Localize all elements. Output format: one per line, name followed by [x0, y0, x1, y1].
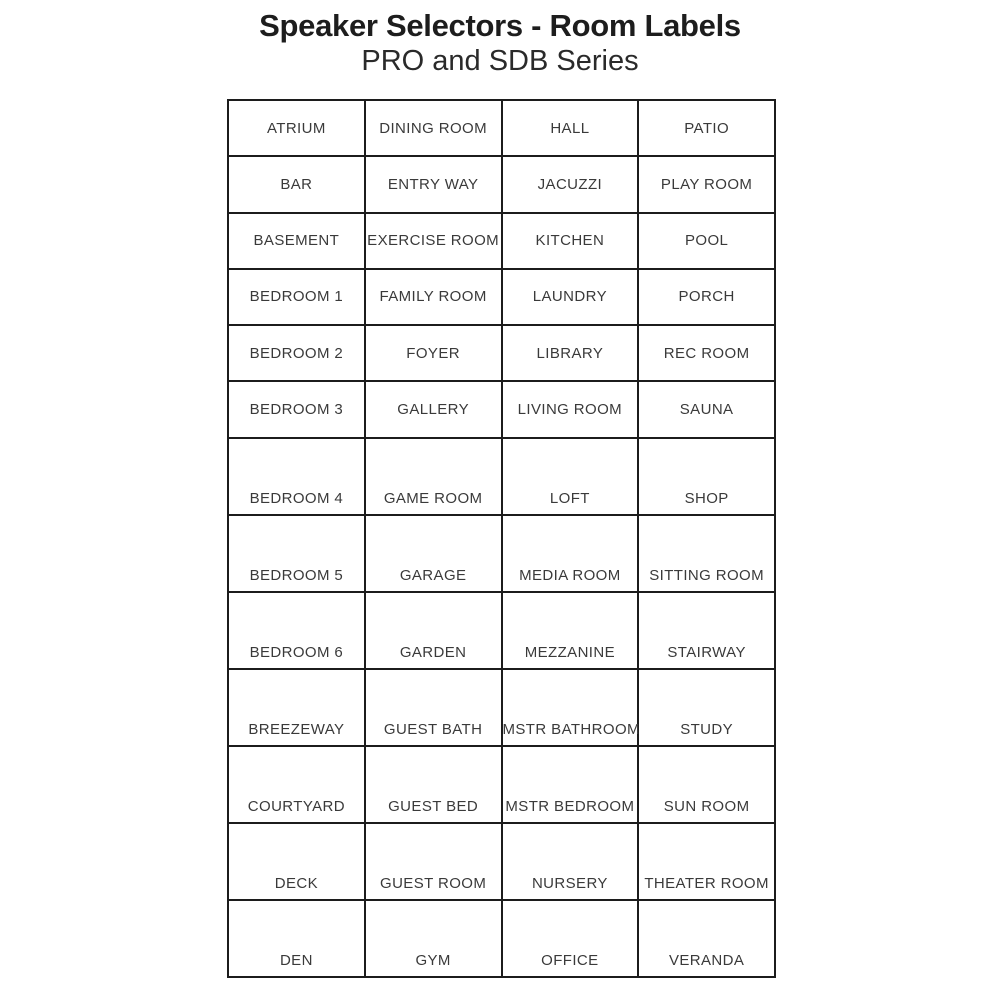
room-label-cell: PORCH — [638, 269, 775, 325]
table-row — [228, 381, 775, 437]
room-label-cell: JACUZZI — [502, 156, 639, 212]
room-label-cell: GUEST BED — [365, 746, 502, 823]
room-label-cell: BEDROOM 6 — [228, 592, 365, 669]
room-label-cell: STAIRWAY — [638, 592, 775, 669]
table-row — [228, 746, 775, 823]
table-row — [228, 100, 775, 156]
table-row — [228, 592, 775, 669]
room-label-cell: GUEST ROOM — [365, 823, 502, 900]
room-label-cell: VERANDA — [638, 900, 775, 977]
table-row — [228, 269, 775, 325]
room-label-cell: MEZZANINE — [502, 592, 639, 669]
table-row — [228, 213, 775, 269]
room-label-cell: REC ROOM — [638, 325, 775, 381]
room-label-cell: LOFT — [502, 438, 639, 515]
room-label-cell: THEATER ROOM — [638, 823, 775, 900]
room-label-cell: MSTR BEDROOM — [502, 746, 639, 823]
room-label-cell: OFFICE — [502, 900, 639, 977]
room-label-cell: GYM — [365, 900, 502, 977]
room-label-cell: LIVING ROOM — [502, 381, 639, 437]
room-label-cell: HALL — [502, 100, 639, 156]
room-label-cell: SAUNA — [638, 381, 775, 437]
room-label-cell: NURSERY — [502, 823, 639, 900]
room-label-cell: ENTRY WAY — [365, 156, 502, 212]
room-label-cell: EXERCISE ROOM — [365, 213, 502, 269]
table-row — [228, 823, 775, 900]
room-label-cell: BEDROOM 1 — [228, 269, 365, 325]
table-row — [228, 156, 775, 212]
room-label-cell: MSTR BATHROOM — [502, 669, 639, 746]
room-label-cell: DEN — [228, 900, 365, 977]
room-label-cell: BEDROOM 5 — [228, 515, 365, 592]
room-label-cell: BEDROOM 4 — [228, 438, 365, 515]
table-row — [228, 325, 775, 381]
room-label-cell: SUN ROOM — [638, 746, 775, 823]
table-row — [228, 515, 775, 592]
room-label-cell: POOL — [638, 213, 775, 269]
room-label-cell: PLAY ROOM — [638, 156, 775, 212]
room-label-cell: DECK — [228, 823, 365, 900]
room-label-cell: KITCHEN — [502, 213, 639, 269]
room-label-cell: PATIO — [638, 100, 775, 156]
room-label-cell: ATRIUM — [228, 100, 365, 156]
room-label-cell: LAUNDRY — [502, 269, 639, 325]
room-label-cell: BASEMENT — [228, 213, 365, 269]
room-label-cell: STUDY — [638, 669, 775, 746]
table-row — [228, 900, 775, 977]
room-label-cell: BEDROOM 2 — [228, 325, 365, 381]
room-labels-table — [227, 99, 776, 978]
room-label-cell: GAME ROOM — [365, 438, 502, 515]
page-header — [0, 8, 1000, 78]
room-label-cell: MEDIA ROOM — [502, 515, 639, 592]
room-label-cell: FAMILY ROOM — [365, 269, 502, 325]
room-label-cell: SITTING ROOM — [638, 515, 775, 592]
room-label-cell: BAR — [228, 156, 365, 212]
page-title: Speaker Selectors - Room Labels — [259, 8, 741, 43]
page-subtitle: PRO and SDB Series — [361, 45, 639, 77]
room-label-cell: GUEST BATH — [365, 669, 502, 746]
room-label-cell: BEDROOM 3 — [228, 381, 365, 437]
room-label-cell: COURTYARD — [228, 746, 365, 823]
room-label-cell: LIBRARY — [502, 325, 639, 381]
room-label-cell: DINING ROOM — [365, 100, 502, 156]
table-row — [228, 669, 775, 746]
room-label-cell: GARDEN — [365, 592, 502, 669]
room-label-cell: GALLERY — [365, 381, 502, 437]
table-row — [228, 438, 775, 515]
room-label-cell: FOYER — [365, 325, 502, 381]
room-label-cell: SHOP — [638, 438, 775, 515]
room-label-cell: BREEZEWAY — [228, 669, 365, 746]
room-label-cell: GARAGE — [365, 515, 502, 592]
